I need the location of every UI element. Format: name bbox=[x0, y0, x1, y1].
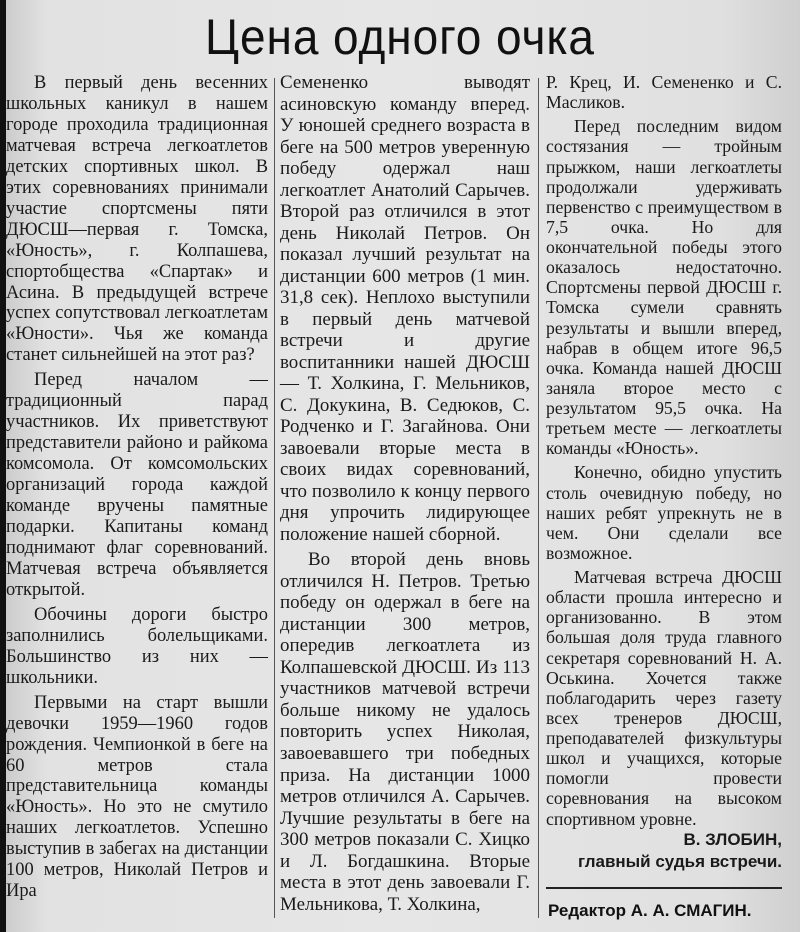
paragraph: В первый день весенних школьных каникул в нашем городе проходила традиционная матчевая встреча легкоатлетов детских спортивных школ. В этих соревнованиях принимали участие спортсмены пяти ДЮСШ—первая г. Томска, «Юность», г. Колпашева, спортобщества «Спартак» и Асина. В предыдущей встрече успех сопутствовал легкоатлетам «Юности». Чья же команда станет сильнейшей на этот раз? bbox=[6, 72, 268, 365]
paragraph: Перед началом — традиционный парад участников. Их приветствуют представители районо и райкома комсомола. От комсомольских организаций города каждой команде вручены памятные подарки. Капитаны команд поднимают флаг соревнований. Матчевая встреча объявляется открытой. bbox=[6, 369, 268, 599]
paragraph: Семененко выводят асиновскую команду вперед. У юношей среднего возраста в беге на 500 метров уверенную победу одержал наш легкоатлет Анатолий Сарычев. Второй раз отличился в этот день Николай Петров. Он показал лучший результат на дистанции 600 метров (1 мин. 31,8 сек). Неплохо выступили в первый день матчевой встречи и другие воспитанники нашей ДЮСШ — Т. Холкина, Г. Мельников, С. Докукина, В. Седюков, С. Родченко и Г. Загайнова. Они завоевали вторые места в своих видах соревнований, что позволило к концу первого дня упрочить лидирующее положение нашей сборной. bbox=[280, 72, 530, 545]
article-headline: Цена одного очка bbox=[205, 9, 595, 65]
author-name: В. ЗЛОБИН, bbox=[683, 829, 782, 849]
author-role: главный судья встречи. bbox=[578, 851, 782, 871]
column-divider bbox=[274, 78, 275, 918]
author-signature bbox=[546, 829, 782, 873]
paragraph: Первыми на старт вышли девочки 1959—1960 годов рождения. Чемпионкой в беге на 60 метров стала представительница команды «Юность». Но это не смутило наших легкоатлетов. Успешно выступив в забегах на дистанции 100 метров, Николай Петров и Ира bbox=[6, 691, 268, 901]
separator-line bbox=[546, 887, 782, 889]
paragraph: Обочины дороги быстро заполнились болельщиками. Большинство из них — школьники. bbox=[6, 603, 268, 687]
paragraph: Конечно, обидно упустить столь очевидную победу, но наших ребят упрекнуть не в чем. Они сделали все возможное. bbox=[546, 462, 782, 563]
paragraph: Матчевая встреча ДЮСШ области прошла интересно и организованно. В этом большая доля труда главного секретаря соревнований Н. А. Оськина. Хочется также поблагодарить через газету всех тренеров ДЮСШ, преподавателей физкультуры школ и учащихся, которые помогли провести соревнования на высоком спортивном уровне. bbox=[546, 567, 782, 829]
article-column-3 bbox=[546, 72, 782, 873]
paragraph: Р. Крец, И. Семененко и С. Масликов. bbox=[546, 72, 782, 113]
article-column-2 bbox=[280, 72, 530, 915]
article-column-1 bbox=[6, 72, 268, 901]
column-divider bbox=[538, 78, 539, 918]
paragraph: Во второй день вновь отличился Н. Петров. Третью победу он одержал в беге на дистанции 300 метров, опередив легкоатлета из Колпашевской ДЮСШ. Из 113 участников матчевой встречи больше никому не удалось повторить успех Николая, завоевавшего три победных приза. На дистанции 1000 метров отличился А. Сарычев. Лучшие результаты в беге на 300 метров показали С. Хицко и Л. Богдашкина. Вторые места в этот день завоевали Г. Мельникова, Т. Холкина, bbox=[280, 549, 530, 915]
editor-credit: Редактор А. А. СМАГИН. bbox=[548, 901, 752, 920]
paragraph: Перед последним видом состязания — тройным прыжком, наши легкоатлеты продолжали удерживать первенство с преимуществом в 7,5 очка. Но для окончательной победы этого оказалось недостаточно. Спортсмены первой ДЮСШ г. Томска сумели сравнять результаты и вышли вперед, набрав в общем итоге 96,5 очка. Команда нашей ДЮСШ заняла второе место с результатом 95,5 очка. На третьем месте — легкоатлеты команды «Юность». bbox=[546, 116, 782, 459]
